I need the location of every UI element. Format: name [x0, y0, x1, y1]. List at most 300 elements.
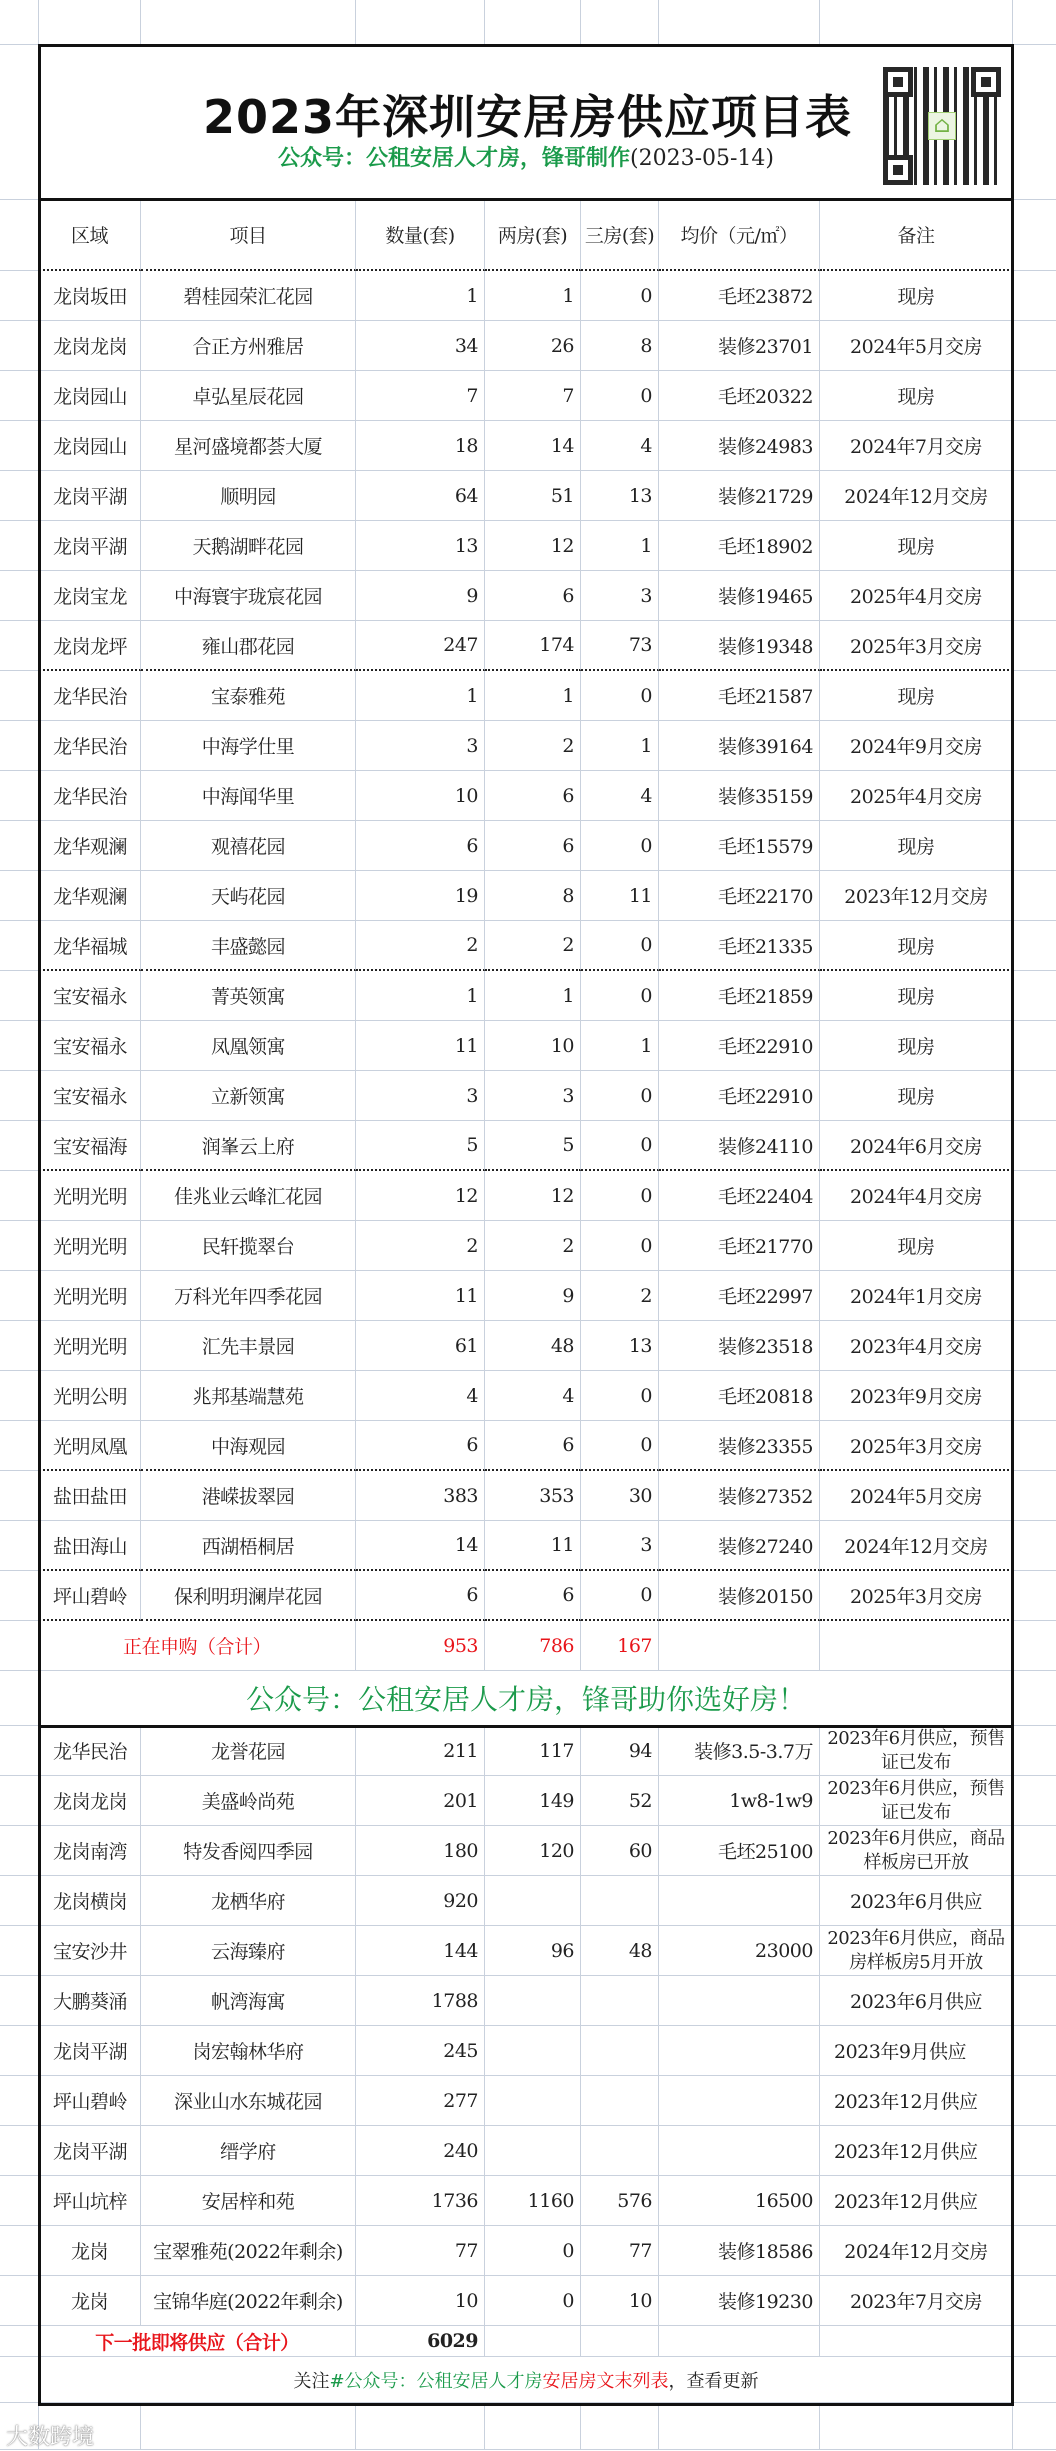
table-row	[0, 421, 1056, 471]
current-projects	[0, 271, 1056, 1621]
cell-area: 龙岗龙岗	[39, 321, 141, 371]
header-count: 数量(套)	[356, 200, 485, 271]
header-area: 区域	[39, 200, 141, 271]
cell-project: 帆湾海寓	[141, 1976, 356, 2026]
cell-area: 光明光明	[39, 1171, 141, 1221]
cell-two-room: 14	[485, 421, 581, 471]
cell-area: 龙华民治	[39, 771, 141, 821]
cell-area: 龙华民治	[39, 671, 141, 721]
cell-remark: 2024年7月交房	[820, 421, 1013, 471]
cell-two-room: 8	[485, 871, 581, 921]
cell-two-room	[485, 2026, 581, 2076]
cell-project: 碧桂园荣汇花园	[141, 271, 356, 321]
cell-project: 港嵘拔翠园	[141, 1471, 356, 1521]
cell-two-room: 9	[485, 1271, 581, 1321]
cell-price: 装修24983	[659, 421, 820, 471]
table-row	[0, 871, 1056, 921]
cell-area: 盐田海山	[39, 1521, 141, 1571]
cell-three-room: 13	[581, 471, 659, 521]
cell-project: 雍山郡花园	[141, 621, 356, 671]
cell-project: 菁英领寓	[141, 971, 356, 1021]
cell-count: 383	[356, 1471, 485, 1521]
cell-area: 龙岗园山	[39, 371, 141, 421]
cell-count: 211	[356, 1726, 485, 1776]
cell-three-room: 4	[581, 421, 659, 471]
cell-price: 毛坯21770	[659, 1221, 820, 1271]
upcoming-projects	[0, 1726, 1056, 2326]
footer-part4: ，查看更新	[668, 2370, 759, 2392]
cell-two-room: 7	[485, 371, 581, 421]
cell-three-room: 11	[581, 871, 659, 921]
cell-count: 1788	[356, 1976, 485, 2026]
table-row	[0, 2226, 1056, 2276]
cell-count: 1	[356, 271, 485, 321]
cell-count: 13	[356, 521, 485, 571]
title-box	[39, 45, 1013, 200]
cell-two-room: 1	[485, 271, 581, 321]
cell-remark: 2023年4月交房	[820, 1321, 1013, 1371]
cell-project: 汇先丰景园	[141, 1321, 356, 1371]
cell-price: 装修39164	[659, 721, 820, 771]
subtitle	[39, 141, 1013, 172]
cell-three-room: 10	[581, 2276, 659, 2326]
cell-project: 丰盛懿园	[141, 921, 356, 971]
header-remark: 备注	[820, 200, 1013, 271]
cell-remark: 2024年12月交房	[820, 2226, 1013, 2276]
cell-three-room: 73	[581, 621, 659, 671]
table-row	[0, 521, 1056, 571]
cell-count: 77	[356, 2226, 485, 2276]
cell-project: 美盛岭尚苑	[141, 1776, 356, 1826]
cell-remark: 现房	[820, 1021, 1013, 1071]
cell-count: 3	[356, 721, 485, 771]
cell-count: 3	[356, 1071, 485, 1121]
cell-area: 龙岗龙岗	[39, 1776, 141, 1826]
cell-project: 星河盛境都荟大厦	[141, 421, 356, 471]
cell-price: 装修23701	[659, 321, 820, 371]
cell-remark: 现房	[820, 671, 1013, 721]
cell-count: 14	[356, 1521, 485, 1571]
cell-area: 宝安沙井	[39, 1926, 141, 1976]
cell-three-room: 0	[581, 1571, 659, 1621]
cell-two-room: 96	[485, 1926, 581, 1976]
cell-count: 920	[356, 1876, 485, 1926]
cell-remark: 现房	[820, 1071, 1013, 1121]
cell-count: 34	[356, 321, 485, 371]
cell-three-room	[581, 2126, 659, 2176]
current-total-count: 953	[356, 1621, 485, 1671]
cell-three-room: 3	[581, 571, 659, 621]
cell-project: 宝泰雅苑	[141, 671, 356, 721]
table-row	[0, 2076, 1056, 2126]
cell-two-room: 6	[485, 821, 581, 871]
cell-area: 龙华观澜	[39, 871, 141, 921]
cell-remark: 2024年6月交房	[820, 1121, 1013, 1171]
upcoming-total-row	[0, 2326, 1056, 2357]
cell-count: 10	[356, 2276, 485, 2326]
cell-price: 装修20150	[659, 1571, 820, 1621]
table-row	[0, 771, 1056, 821]
cell-two-room: 0	[485, 2276, 581, 2326]
table-row	[0, 1826, 1056, 1876]
table-row	[0, 971, 1056, 1021]
footer-account: #公众号：公租安居人才房	[329, 2370, 543, 2392]
cell-three-room: 13	[581, 1321, 659, 1371]
cell-remark: 2023年12月供应	[820, 2176, 1013, 2226]
cell-area: 龙岗南湾	[39, 1826, 141, 1876]
cell-count: 12	[356, 1171, 485, 1221]
cell-three-room: 30	[581, 1471, 659, 1521]
upcoming-total-label: 下一批即将供应（合计）	[39, 2326, 356, 2357]
subtitle-source: 公众号：公租安居人才房，锋哥制作	[277, 145, 630, 171]
cell-price: 1w8-1w9	[659, 1776, 820, 1826]
cell-count: 7	[356, 371, 485, 421]
top-grid-row	[0, 0, 1056, 45]
table-row	[0, 2276, 1056, 2326]
cell-three-room: 0	[581, 1171, 659, 1221]
cell-price: 装修21729	[659, 471, 820, 521]
cell-project: 安居梓和苑	[141, 2176, 356, 2226]
cell-three-room: 8	[581, 321, 659, 371]
footer-list-link: 安居房文末列表	[542, 2370, 669, 2392]
cell-three-room: 52	[581, 1776, 659, 1826]
cell-three-room	[581, 2026, 659, 2076]
watermark-logo: 大数跨境	[6, 2425, 95, 2450]
table-row	[0, 1271, 1056, 1321]
table-row	[0, 1221, 1056, 1271]
cell-remark: 现房	[820, 1221, 1013, 1271]
cell-price: 装修35159	[659, 771, 820, 821]
footer-note	[39, 2357, 1013, 2403]
cell-three-room: 576	[581, 2176, 659, 2226]
table-row	[0, 2176, 1056, 2226]
cell-price: 毛坯21335	[659, 921, 820, 971]
current-total-label: 正在申购（合计）	[39, 1621, 356, 1671]
cell-two-room: 353	[485, 1471, 581, 1521]
cell-price: 装修27352	[659, 1471, 820, 1521]
cell-two-room: 12	[485, 1171, 581, 1221]
table-row	[0, 1421, 1056, 1471]
upcoming-total-count: 6029	[356, 2326, 485, 2357]
cell-remark: 现房	[820, 271, 1013, 321]
banner-text: 公众号：公租安居人才房，锋哥助你选好房！	[39, 1671, 1013, 1726]
cell-three-room: 4	[581, 771, 659, 821]
cell-project: 中海寰宇珑宸花园	[141, 571, 356, 621]
table-row	[0, 1021, 1056, 1071]
banner-row	[0, 1671, 1056, 1726]
cell-two-room: 10	[485, 1021, 581, 1071]
cell-area: 龙岗宝龙	[39, 571, 141, 621]
cell-remark: 2023年9月交房	[820, 1371, 1013, 1421]
cell-project: 中海闻华里	[141, 771, 356, 821]
cell-two-room: 1	[485, 671, 581, 721]
cell-count: 61	[356, 1321, 485, 1371]
table-row	[0, 1471, 1056, 1521]
cell-area: 龙华福城	[39, 921, 141, 971]
cell-area: 盐田盐田	[39, 1471, 141, 1521]
cell-remark: 2023年7月交房	[820, 2276, 1013, 2326]
cell-two-room: 149	[485, 1776, 581, 1826]
table-row	[0, 1571, 1056, 1621]
table-row	[0, 571, 1056, 621]
cell-three-room: 0	[581, 371, 659, 421]
cell-three-room: 48	[581, 1926, 659, 1976]
cell-project: 润峯云上府	[141, 1121, 356, 1171]
cell-three-room: 2	[581, 1271, 659, 1321]
cell-count: 2	[356, 921, 485, 971]
cell-count: 6	[356, 821, 485, 871]
cell-area: 宝安福永	[39, 971, 141, 1021]
cell-price: 毛坯20818	[659, 1371, 820, 1421]
cell-project: 顺明园	[141, 471, 356, 521]
cell-count: 1	[356, 971, 485, 1021]
table-row	[0, 1776, 1056, 1826]
cell-remark: 2024年4月交房	[820, 1171, 1013, 1221]
cell-area: 大鹏葵涌	[39, 1976, 141, 2026]
table-row	[0, 2126, 1056, 2176]
cell-remark: 现房	[820, 371, 1013, 421]
header-three-room: 三房(套)	[581, 200, 659, 271]
cell-three-room: 0	[581, 1121, 659, 1171]
footer-part1: 关注	[293, 2370, 330, 2392]
cell-price: 毛坯21587	[659, 671, 820, 721]
cell-two-room	[485, 1976, 581, 2026]
cell-count: 201	[356, 1776, 485, 1826]
cell-area: 光明凤凰	[39, 1421, 141, 1471]
cell-project: 西湖梧桐居	[141, 1521, 356, 1571]
cell-two-room: 2	[485, 721, 581, 771]
cell-three-room: 0	[581, 921, 659, 971]
subtitle-date: (2023-05-14)	[630, 146, 775, 171]
cell-remark: 2025年4月交房	[820, 771, 1013, 821]
cell-area: 光明光明	[39, 1221, 141, 1271]
cell-three-room: 1	[581, 521, 659, 571]
cell-two-room: 2	[485, 921, 581, 971]
cell-area: 坪山碧岭	[39, 1571, 141, 1621]
cell-price: 装修23355	[659, 1421, 820, 1471]
cell-two-room: 5	[485, 1121, 581, 1171]
cell-area: 龙岗	[39, 2226, 141, 2276]
cell-two-room: 4	[485, 1371, 581, 1421]
table-row	[0, 471, 1056, 521]
table-row	[0, 821, 1056, 871]
cell-price: 装修19230	[659, 2276, 820, 2326]
cell-project: 深业山水东城花园	[141, 2076, 356, 2126]
cell-remark: 2025年3月交房	[820, 1421, 1013, 1471]
cell-two-room: 6	[485, 771, 581, 821]
cell-area: 龙岗平湖	[39, 2126, 141, 2176]
cell-count: 6	[356, 1421, 485, 1471]
cell-three-room	[581, 1876, 659, 1926]
cell-count: 240	[356, 2126, 485, 2176]
cell-area: 宝安福海	[39, 1121, 141, 1171]
cell-remark: 2023年6月供应，预售证已发布	[820, 1776, 1013, 1826]
cell-three-room	[581, 1976, 659, 2026]
cell-project: 立新领寓	[141, 1071, 356, 1121]
cell-project: 中海观园	[141, 1421, 356, 1471]
cell-project: 龙栖华府	[141, 1876, 356, 1926]
cell-project: 中海学仕里	[141, 721, 356, 771]
table-row	[0, 1321, 1056, 1371]
cell-area: 龙岗平湖	[39, 471, 141, 521]
cell-count: 144	[356, 1926, 485, 1976]
table-row	[0, 1876, 1056, 1926]
cell-price: 毛坯22170	[659, 871, 820, 921]
cell-area: 光明光明	[39, 1271, 141, 1321]
cell-area: 龙华观澜	[39, 821, 141, 871]
cell-area: 宝安福永	[39, 1071, 141, 1121]
cell-price: 毛坯15579	[659, 821, 820, 871]
cell-count: 5	[356, 1121, 485, 1171]
cell-two-room: 117	[485, 1726, 581, 1776]
header-project: 项目	[141, 200, 356, 271]
cell-area: 龙岗坂田	[39, 271, 141, 321]
cell-two-room: 26	[485, 321, 581, 371]
cell-three-room: 0	[581, 971, 659, 1021]
cell-count: 247	[356, 621, 485, 671]
cell-project: 云海臻府	[141, 1926, 356, 1976]
current-total-two: 786	[485, 1621, 581, 1671]
table-row	[0, 1926, 1056, 1976]
cell-price: 16500	[659, 2176, 820, 2226]
cell-price: 装修19465	[659, 571, 820, 621]
cell-count: 19	[356, 871, 485, 921]
table-row	[0, 1121, 1056, 1171]
cell-two-room: 6	[485, 1571, 581, 1621]
table-row	[0, 1726, 1056, 1776]
cell-three-room: 0	[581, 821, 659, 871]
cell-project: 观禧花园	[141, 821, 356, 871]
cell-area: 龙岗龙坪	[39, 621, 141, 671]
cell-count: 180	[356, 1826, 485, 1876]
cell-count: 11	[356, 1021, 485, 1071]
cell-price: 装修3.5-3.7万	[659, 1726, 820, 1776]
cell-remark: 2023年6月供应，预售证已发布	[820, 1726, 1013, 1776]
cell-area: 龙岗横岗	[39, 1876, 141, 1926]
table-row	[0, 1976, 1056, 2026]
cell-two-room: 12	[485, 521, 581, 571]
cell-count: 10	[356, 771, 485, 821]
cell-price	[659, 2026, 820, 2076]
cell-price	[659, 2126, 820, 2176]
cell-three-room: 0	[581, 1071, 659, 1121]
cell-three-room: 1	[581, 721, 659, 771]
cell-price: 装修18586	[659, 2226, 820, 2276]
cell-project: 合正方州雅居	[141, 321, 356, 371]
cell-project: 佳兆业云峰汇花园	[141, 1171, 356, 1221]
cell-project: 天鹅湖畔花园	[141, 521, 356, 571]
cell-two-room: 1160	[485, 2176, 581, 2226]
cell-remark: 2025年4月交房	[820, 571, 1013, 621]
cell-price: 毛坯22404	[659, 1171, 820, 1221]
table-header	[0, 200, 1056, 271]
cell-two-room: 6	[485, 571, 581, 621]
cell-project: 凤凰领寓	[141, 1021, 356, 1071]
page-title: 2023年深圳安居房供应项目表	[202, 90, 853, 144]
bottom-grid-row	[0, 2403, 1056, 2450]
cell-remark: 2024年12月交房	[820, 471, 1013, 521]
current-total-three: 167	[581, 1621, 659, 1671]
table-row	[0, 1071, 1056, 1121]
header-price: 均价（元/㎡）	[659, 200, 820, 271]
cell-remark: 2024年1月交房	[820, 1271, 1013, 1321]
house-icon: ⌂	[928, 112, 956, 140]
qr-code	[883, 67, 1001, 185]
cell-three-room: 0	[581, 671, 659, 721]
cell-three-room: 0	[581, 1371, 659, 1421]
table-row	[0, 921, 1056, 971]
footer-row	[0, 2357, 1056, 2403]
table-row	[0, 1371, 1056, 1421]
table-row	[0, 321, 1056, 371]
cell-two-room: 6	[485, 1421, 581, 1471]
cell-remark: 2024年5月交房	[820, 1471, 1013, 1521]
cell-project: 兆邦基端慧苑	[141, 1371, 356, 1421]
cell-two-room: 51	[485, 471, 581, 521]
cell-price: 毛坯21859	[659, 971, 820, 1021]
cell-count: 2	[356, 1221, 485, 1271]
header-two-room: 两房(套)	[485, 200, 581, 271]
cell-three-room: 0	[581, 1221, 659, 1271]
cell-area: 龙岗平湖	[39, 521, 141, 571]
table-row	[0, 271, 1056, 321]
cell-project: 天屿花园	[141, 871, 356, 921]
cell-price: 装修23518	[659, 1321, 820, 1371]
cell-two-room: 120	[485, 1826, 581, 1876]
cell-area: 坪山坑梓	[39, 2176, 141, 2226]
cell-remark: 现房	[820, 821, 1013, 871]
cell-count: 4	[356, 1371, 485, 1421]
cell-two-room: 3	[485, 1071, 581, 1121]
cell-two-room	[485, 2076, 581, 2126]
cell-price: 装修19348	[659, 621, 820, 671]
cell-project: 特发香阅四季园	[141, 1826, 356, 1876]
cell-project: 宝翠雅苑(2022年剩余)	[141, 2226, 356, 2276]
cell-remark: 2023年6月供应	[820, 1976, 1013, 2026]
cell-count: 64	[356, 471, 485, 521]
cell-remark: 2023年9月供应	[820, 2026, 1013, 2076]
cell-two-room	[485, 2126, 581, 2176]
cell-area: 光明公明	[39, 1371, 141, 1421]
cell-price: 装修24110	[659, 1121, 820, 1171]
cell-remark: 2024年12月交房	[820, 1521, 1013, 1571]
cell-project: 龙誉花园	[141, 1726, 356, 1776]
table-row	[0, 2026, 1056, 2076]
cell-count: 1	[356, 671, 485, 721]
cell-remark: 2023年6月供应，商品样板房已开放	[820, 1826, 1013, 1876]
cell-price	[659, 2076, 820, 2126]
cell-remark: 2025年3月交房	[820, 621, 1013, 671]
cell-two-room: 174	[485, 621, 581, 671]
cell-price: 毛坯25100	[659, 1826, 820, 1876]
cell-project: 万科光年四季花园	[141, 1271, 356, 1321]
cell-price	[659, 1876, 820, 1926]
cell-count: 277	[356, 2076, 485, 2126]
table-row	[0, 671, 1056, 721]
cell-project: 保利明玥澜岸花园	[141, 1571, 356, 1621]
cell-price: 毛坯22910	[659, 1071, 820, 1121]
cell-count: 11	[356, 1271, 485, 1321]
table-row	[0, 371, 1056, 421]
cell-project: 民轩揽翠台	[141, 1221, 356, 1271]
cell-three-room: 0	[581, 1421, 659, 1471]
cell-remark: 2023年12月交房	[820, 871, 1013, 921]
cell-three-room: 94	[581, 1726, 659, 1776]
cell-three-room	[581, 2076, 659, 2126]
cell-two-room: 1	[485, 971, 581, 1021]
title-row	[0, 45, 1056, 200]
cell-remark: 2023年12月供应	[820, 2076, 1013, 2126]
